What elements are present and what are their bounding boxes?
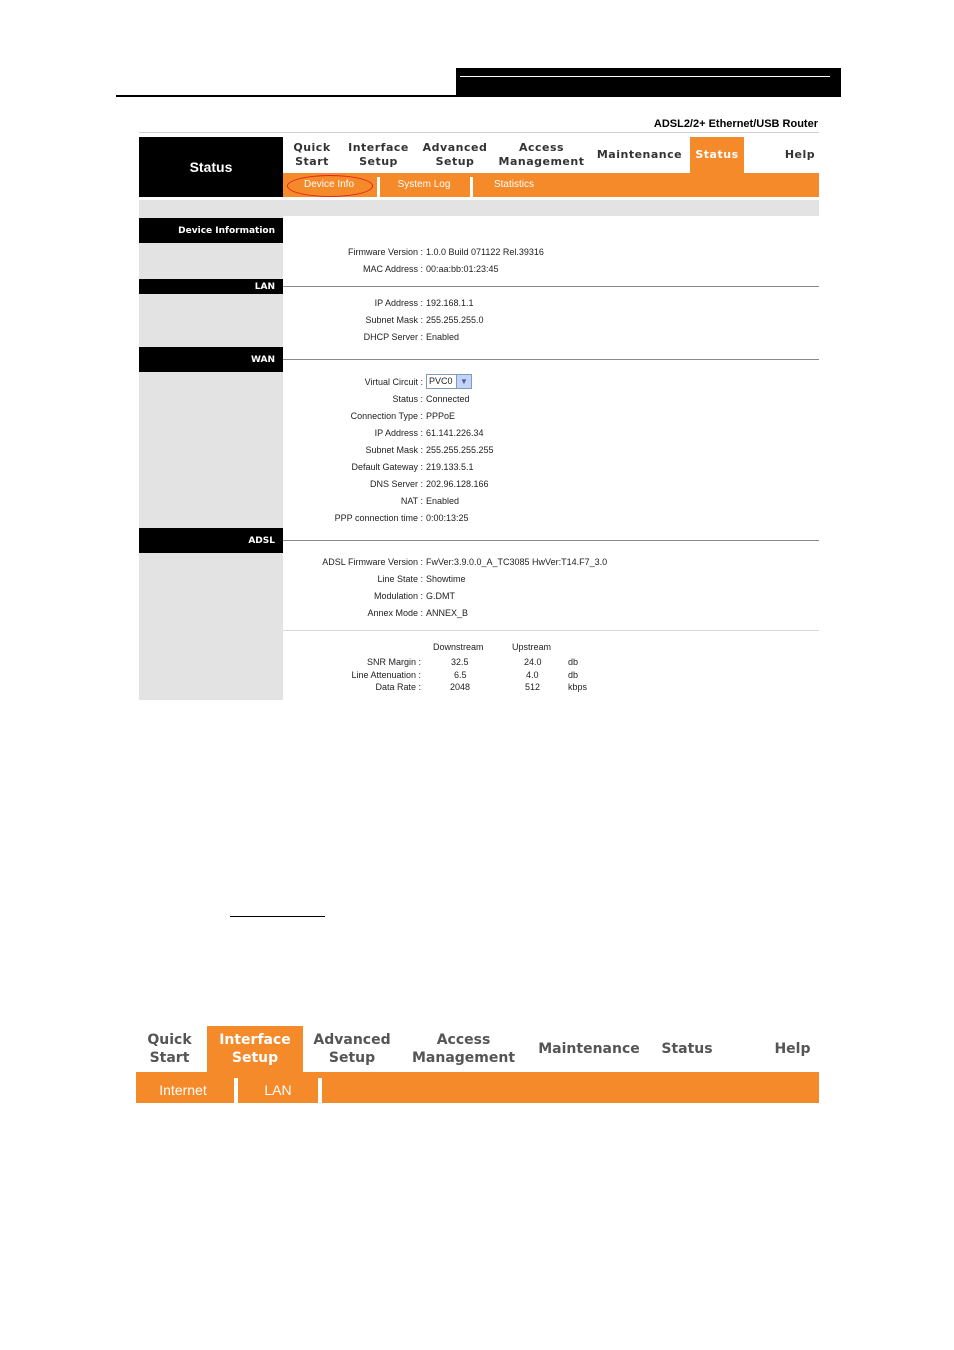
- subnav-separator: [377, 177, 380, 197]
- dns-server-row: [283, 479, 819, 496]
- line-state-value: Showtime: [426, 574, 466, 584]
- virtual-circuit-label: Virtual Circuit :: [364, 377, 423, 387]
- adsl-firmware-value: FwVer:3.9.0.0_A_TC3085 HwVer:T14.F7_3.0: [426, 557, 608, 567]
- firmware-version-row: [283, 247, 819, 264]
- annex-mode-value: ANNEX_B: [426, 608, 469, 618]
- firmware-version-label: Firmware Version :: [347, 247, 423, 257]
- nat-value: Enabled: [426, 496, 460, 506]
- nav-label: Interface Setup: [219, 1032, 291, 1066]
- annex-mode-label: Annex Mode :: [367, 608, 423, 618]
- subnav-separator: [470, 177, 473, 197]
- dns-server-value: 202.96.128.166: [426, 479, 489, 489]
- ppp-time-label: PPP connection time :: [334, 513, 423, 523]
- data-rate-up: 512: [525, 682, 541, 692]
- adsl-heading: ADSL: [139, 528, 283, 553]
- ppp-time-value: 0:00:13:25: [426, 513, 469, 523]
- nav-label: Status: [695, 148, 739, 161]
- nav-label: Maintenance: [538, 1041, 640, 1057]
- nav-interface-setup[interactable]: [207, 1026, 303, 1072]
- dhcp-server-label: DHCP Server :: [363, 332, 423, 342]
- snr-margin-label: SNR Margin :: [366, 657, 421, 667]
- nat-label: NAT :: [400, 496, 423, 506]
- nav-label: Quick Start: [293, 141, 331, 168]
- nav-label: Advanced Setup: [422, 141, 488, 168]
- data-rate-down: 2048: [450, 682, 471, 692]
- subnav-statistics[interactable]: Statistics: [493, 179, 534, 190]
- nav-label: Advanced Setup: [313, 1032, 391, 1066]
- dns-server-label: DNS Server :: [369, 479, 423, 489]
- device-information-heading: Device Information: [139, 218, 283, 243]
- highlight-ring: [287, 175, 373, 197]
- nav-label: Status: [661, 1041, 713, 1057]
- ppp-time-row: [283, 513, 819, 530]
- lan-ip-row: [283, 298, 819, 315]
- subnav-separator: [318, 1078, 322, 1103]
- snr-margin-up: 24.0: [524, 657, 542, 667]
- default-gateway-value: 219.133.5.1: [426, 462, 474, 472]
- line-attenuation-up: 4.0: [526, 670, 539, 680]
- line-state-label: Line State :: [377, 574, 423, 584]
- snr-margin-down: 32.5: [451, 657, 469, 667]
- default-gateway-label: Default Gateway :: [351, 462, 423, 472]
- virtual-circuit-select[interactable]: [426, 374, 472, 389]
- nav-maintenance[interactable]: [526, 1026, 652, 1072]
- lan-mask-row: [283, 315, 819, 332]
- nav-advanced-setup[interactable]: [303, 1026, 401, 1072]
- wan-rule: [283, 359, 819, 360]
- nav-help[interactable]: [770, 137, 830, 173]
- line-attenuation-down: 6.5: [454, 670, 467, 680]
- adsl-firmware-row: [283, 557, 819, 574]
- virtual-circuit-selected: PVC0: [429, 376, 453, 386]
- nav-label: Interface Setup: [348, 141, 409, 168]
- dhcp-server-value: Enabled: [426, 332, 460, 342]
- nav-access-management[interactable]: [494, 137, 589, 173]
- subnav-separator: [234, 1078, 238, 1103]
- nav-quick-start[interactable]: [136, 1026, 203, 1072]
- nav-maintenance[interactable]: [589, 137, 690, 173]
- wan-ip-label: IP Address :: [374, 428, 423, 438]
- nav-label: Help: [774, 1041, 811, 1057]
- main-nav: [283, 137, 819, 173]
- nav-access-management[interactable]: [401, 1026, 526, 1072]
- col-upstream: Upstream: [512, 642, 552, 652]
- lan-ip-label: IP Address :: [374, 298, 423, 308]
- lan-mask-value: 255.255.255.0: [426, 315, 484, 325]
- wan-mask-value: 255.255.255.255: [426, 445, 494, 455]
- data-rate-unit: kbps: [568, 682, 588, 692]
- nav-label: Access Management: [411, 1032, 516, 1066]
- connection-type-label: Connection Type :: [350, 411, 423, 421]
- data-rate-label: Data Rate :: [375, 682, 421, 692]
- nav-label: Maintenance: [596, 148, 683, 161]
- lan-ip-value: 192.168.1.1: [426, 298, 474, 308]
- dhcp-server-row: [283, 332, 819, 349]
- content-top-band: [139, 200, 819, 216]
- nav-help[interactable]: [756, 1026, 829, 1072]
- virtual-circuit-row: [283, 377, 819, 394]
- line-attenuation-unit: db: [568, 670, 579, 680]
- mac-address-row: [283, 264, 819, 281]
- adsl-rule: [283, 540, 819, 541]
- snr-margin-unit: db: [568, 657, 579, 667]
- lan-heading: LAN: [139, 279, 283, 294]
- modulation-label: Modulation :: [373, 591, 423, 601]
- line-state-row: [283, 574, 819, 591]
- lan-mask-label: Subnet Mask :: [365, 315, 423, 325]
- connection-type-row: [283, 411, 819, 428]
- nav-label: Quick Start: [147, 1032, 192, 1066]
- sub-nav-interface-setup: [136, 1072, 819, 1103]
- chevron-down-icon[interactable]: ▼: [456, 375, 471, 388]
- nav-quick-start[interactable]: [283, 137, 341, 173]
- nav-status[interactable]: [690, 137, 744, 173]
- nav-interface-setup[interactable]: [341, 137, 416, 173]
- text-underline-mark: [230, 916, 325, 917]
- subnav-system-log[interactable]: System Log: [397, 179, 451, 190]
- wan-status-row: [283, 394, 819, 411]
- section-title: Status: [139, 137, 283, 197]
- adsl-firmware-label: ADSL Firmware Version :: [322, 557, 423, 567]
- default-gateway-row: [283, 462, 819, 479]
- adsl-table-separator: [283, 630, 819, 631]
- nav-status[interactable]: [652, 1026, 722, 1072]
- document-header-block: [456, 68, 841, 96]
- nav-advanced-setup[interactable]: [416, 137, 494, 173]
- wan-ip-row: [283, 428, 819, 445]
- subnav-device-info[interactable]: Device Info: [303, 179, 355, 190]
- lan-rule: [283, 286, 819, 287]
- wan-ip-value: 61.141.226.34: [426, 428, 484, 438]
- mac-address-value: 00:aa:bb:01:23:45: [426, 264, 499, 274]
- subnav-internet[interactable]: Internet: [159, 1082, 207, 1098]
- wan-status-value: Connected: [426, 394, 470, 404]
- wan-heading: WAN: [139, 347, 283, 372]
- firmware-version-value: 1.0.0 Build 071122 Rel.39316: [426, 247, 544, 257]
- wan-mask-label: Subnet Mask :: [365, 445, 423, 455]
- wan-status-label: Status :: [392, 394, 423, 404]
- product-name: ADSL2/2+ Ethernet/USB Router: [653, 118, 818, 130]
- main-nav-interface-setup: [136, 1026, 819, 1072]
- nav-label: Help: [784, 148, 816, 161]
- document-header-line: [460, 76, 830, 77]
- col-downstream: Downstream: [433, 642, 484, 652]
- nat-row: [283, 496, 819, 513]
- top-separator: [139, 132, 819, 133]
- subnav-lan[interactable]: LAN: [264, 1082, 292, 1098]
- wan-mask-row: [283, 445, 819, 462]
- line-attenuation-label: Line Attenuation :: [351, 670, 421, 680]
- document-header-rule: [116, 95, 841, 97]
- connection-type-value: PPPoE: [426, 411, 456, 421]
- nav-label: Access Management: [498, 141, 585, 168]
- mac-address-label: MAC Address :: [362, 264, 423, 274]
- annex-mode-row: [283, 608, 819, 625]
- modulation-value: G.DMT: [426, 591, 455, 601]
- modulation-row: [283, 591, 819, 608]
